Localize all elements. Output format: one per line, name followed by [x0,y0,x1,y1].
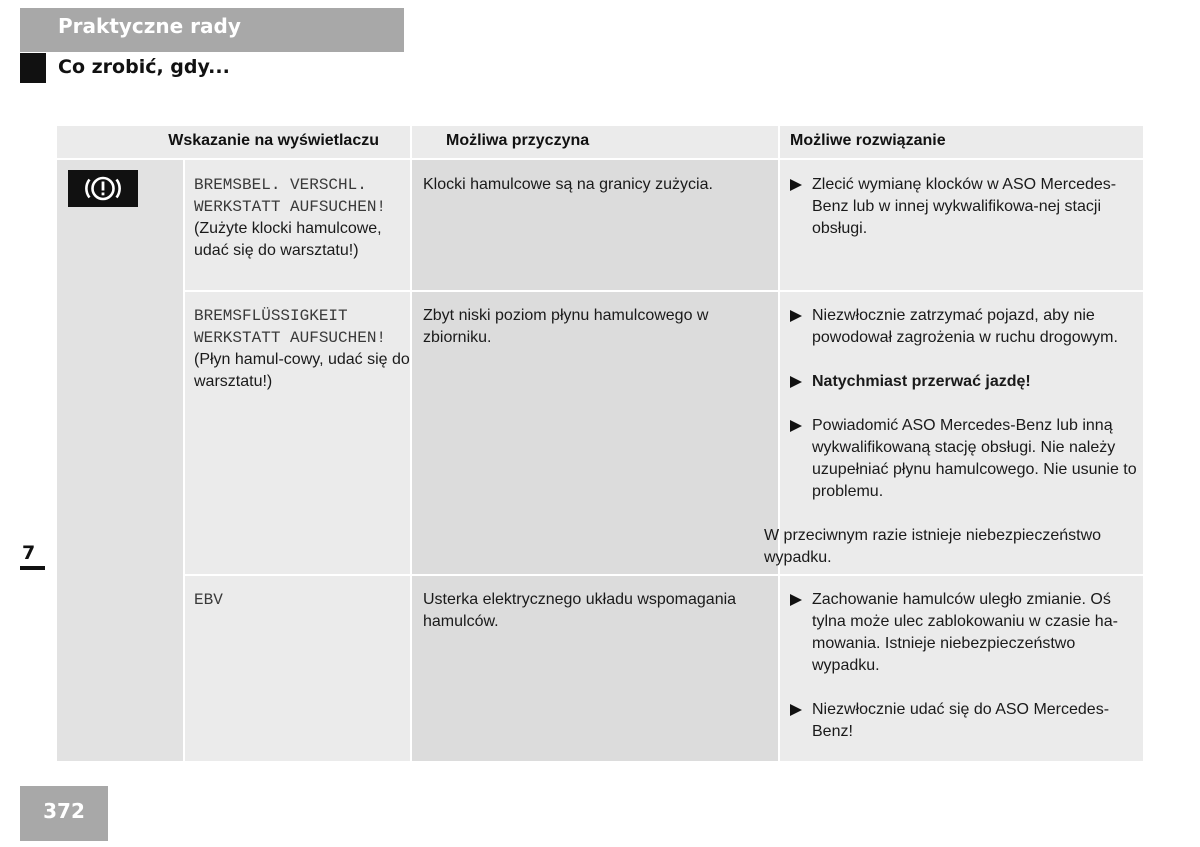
display-translation: (Płyn hamul-cowy, udać się do warsztatu!) [194,351,410,390]
row-divider [185,290,1143,292]
icon-column [57,126,183,761]
arrow-bullet-icon [790,376,802,388]
solution-item [788,415,1138,503]
brake-warning-icon [68,170,138,207]
solution-item [788,174,1138,240]
possible-cause: Klocki hamulcowe są na granicy zużycia. [423,176,713,193]
possible-cause: Usterka elektrycznego układu wspomagania hamulców. [423,591,737,630]
solution-item [788,589,1138,677]
solution-item [788,305,1138,349]
row-divider [185,574,1143,576]
solution-text: Natychmiast przerwać jazdę! [812,373,1031,390]
solution-list [764,305,1138,569]
solution-list [788,174,1138,262]
solution-text: Zlecić wymianę klocków w ASO Mercedes-Benz lub w innej wykwalifikowa-nej stacji obsługi. [812,176,1117,237]
section-marker [20,53,46,83]
column-header-cause: Możliwa przyczyna [412,126,778,158]
column-header-solution: Możliwe rozwiązanie [780,126,1143,158]
possible-cause: Zbyt niski poziom płynu hamulcowego w zbiorniku. [423,307,709,346]
solution-text: Niezwłocznie zatrzymać pojazd, aby nie powodował zagrożenia w ruchu drogowym. [812,307,1118,346]
display-translation: (Zużyte klocki hamulcowe, udać się do warsztatu!) [194,220,382,259]
arrow-bullet-icon [790,310,802,322]
solution-item-warning [788,371,1138,393]
chapter-header-title: Praktyczne rady [58,14,241,38]
display-message [194,174,414,262]
display-code: BREMSFLÜSSIGKEIT WERKSTATT AUFSUCHEN! [194,307,387,347]
arrow-bullet-icon [790,594,802,606]
chapter-tab: 7 [20,540,45,570]
warning-note: W przeciwnym razie istnieje niebezpieczeństwo wypadku. [764,527,1102,566]
arrow-bullet-icon [790,179,802,191]
display-code: BREMSBEL. VERSCHL. WERKSTATT AUFSUCHEN! [194,176,387,216]
display-message [194,589,414,611]
solution-item [788,699,1138,743]
troubleshooting-table [57,126,1143,761]
column-header-display: Wskazanie na wyświetlaczu [57,126,410,158]
page-number: 372 [20,786,108,841]
solution-list [788,589,1138,765]
cause-column [412,126,778,761]
chapter-header-band [20,8,404,52]
header-divider [57,158,1143,160]
display-code: EBV [194,591,223,609]
display-message [194,305,414,393]
arrow-bullet-icon [790,420,802,432]
section-title: Co zrobić, gdy... [58,56,230,78]
solution-text: Powiadomić ASO Mercedes-Benz lub inną wykwalifikowaną stację obsługi. Nie należy uzupełniać płynu hamulcowego. Nie usunie to problemu. [812,417,1137,500]
arrow-bullet-icon [790,704,802,716]
solution-text: Zachowanie hamulców uległo zmianie. Oś tylna może ulec zablokowaniu w czasie ha-mowania. Istnieje niebezpieczeństwo wypadku. [812,591,1118,674]
solution-text: Niezwłocznie udać się do ASO Mercedes-Benz! [812,701,1110,740]
